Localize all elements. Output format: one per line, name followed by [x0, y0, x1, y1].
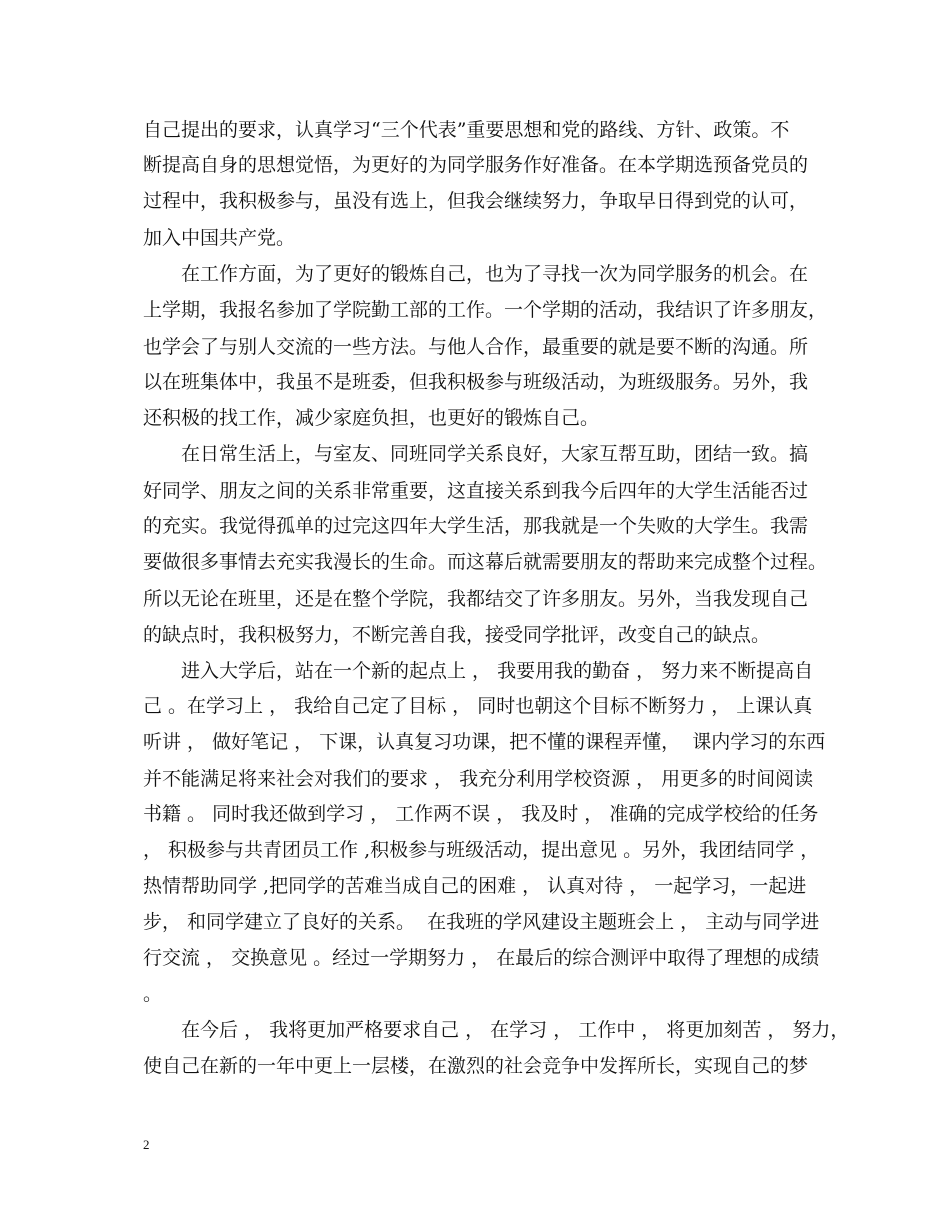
text-line: 的充实。我觉得孤单的过完这四年大学生活，那我就是一个失败的大学生。我需 [143, 515, 809, 537]
text-line: 还积极的找工作，减少家庭负担，也更好的锻炼自己。 [143, 407, 600, 429]
text-line: 己 。在学习上 ， 我给自己定了目标 ， 同时也朝这个目标不断努力 ， 上课认真 [143, 695, 813, 717]
text-line: 断提高自身的思想觉悟，为更好的为同学服务作好准备。在本学期选预备党员的 [143, 154, 809, 176]
text-line: 使自己在新的一年中更上一层楼，在激烈的社会竞争中发挥所长，实现自己的梦 [143, 1055, 809, 1077]
text-line: 听讲 ， 做好笔记 ， 下课，认真复习功课，把不懂的课程弄懂， 课内学习的东西 [143, 731, 826, 753]
paragraph-first-line: 在日常生活上，与室友、同班同学关系良好，大家互帮互助，团结一致。搞 [181, 443, 809, 465]
text-line: 也学会了与别人交流的一些方法。与他人合作，最重要的就是要不断的沟通。所 [143, 336, 809, 358]
text-line: 以在班集体中，我虽不是班委，但我积极参与班级活动，为班级服务。另外，我 [143, 371, 809, 393]
page-number: 2 [143, 1137, 150, 1152]
text-line: 行交流 ， 交换意见 。经过一学期努力 ， 在最后的综合测评中取得了理想的成绩 [143, 947, 820, 969]
text-line: 。 [143, 983, 163, 1005]
text-line: 所以无论在班里，还是在整个学院，我都结交了许多朋友。另外，当我发现自己 [143, 588, 809, 610]
text-line: 过程中，我积极参与，虽没有选上，但我会继续努力，争取早日得到党的认可， [143, 190, 809, 212]
text-line: 加入中国共产党。 [143, 227, 296, 249]
text-line: 的缺点时，我积极努力，不断完善自我，接受同学批评，改变自己的缺点。 [143, 624, 771, 646]
paragraph-first-line: 进入大学后，站在一个新的起点上 ， 我要用我的勤奋 ， 努力来不断提高自 [181, 660, 814, 682]
text-line: 并不能满足将来社会对我们的要求 ， 我充分利用学校资源 ， 用更多的时间阅读 [143, 768, 814, 790]
text-line: 要做很多事情去充实我漫长的生命。而这幕后就需要朋友的帮助来完成整个过程。 [143, 551, 828, 573]
text-line: 步， 和同学建立了良好的关系。 在我班的学风建设主题班会上 ， 主动与同学进 [143, 911, 820, 933]
text-line: 自己提出的要求，认真学习“三个代表”重要思想和党的路线、方针、政策。不 [143, 119, 790, 141]
text-line: 上学期，我报名参加了学院勤工部的工作。一个学期的活动，我结识了许多朋友， [143, 299, 828, 321]
text-line: 热情帮助同学 ,把同学的苦难当成自己的困难 ， 认真对待 ， 一起学习，一起进 [143, 875, 807, 897]
text-line: 好同学、朋友之间的关系非常重要，这直接关系到我今后四年的大学生活能否过 [143, 480, 809, 502]
paragraph-first-line: 在今后 ， 我将更加严格要求自己 ， 在学习 ， 工作中 ， 将更加刻苦 ， 努力， [181, 1019, 850, 1041]
text-line: 书籍 。 同时我还做到学习 ， 工作两不误 ， 我及时 ， 准确的完成学校给的任务 [143, 803, 819, 825]
text-line: ， 积极参与共青团员工作 ,积极参与班级活动，提出意见 。另外，我团结同学 ， [143, 839, 820, 861]
paragraph-first-line: 在工作方面，为了更好的锻炼自己，也为了寻找一次为同学服务的机会。在 [181, 263, 809, 285]
